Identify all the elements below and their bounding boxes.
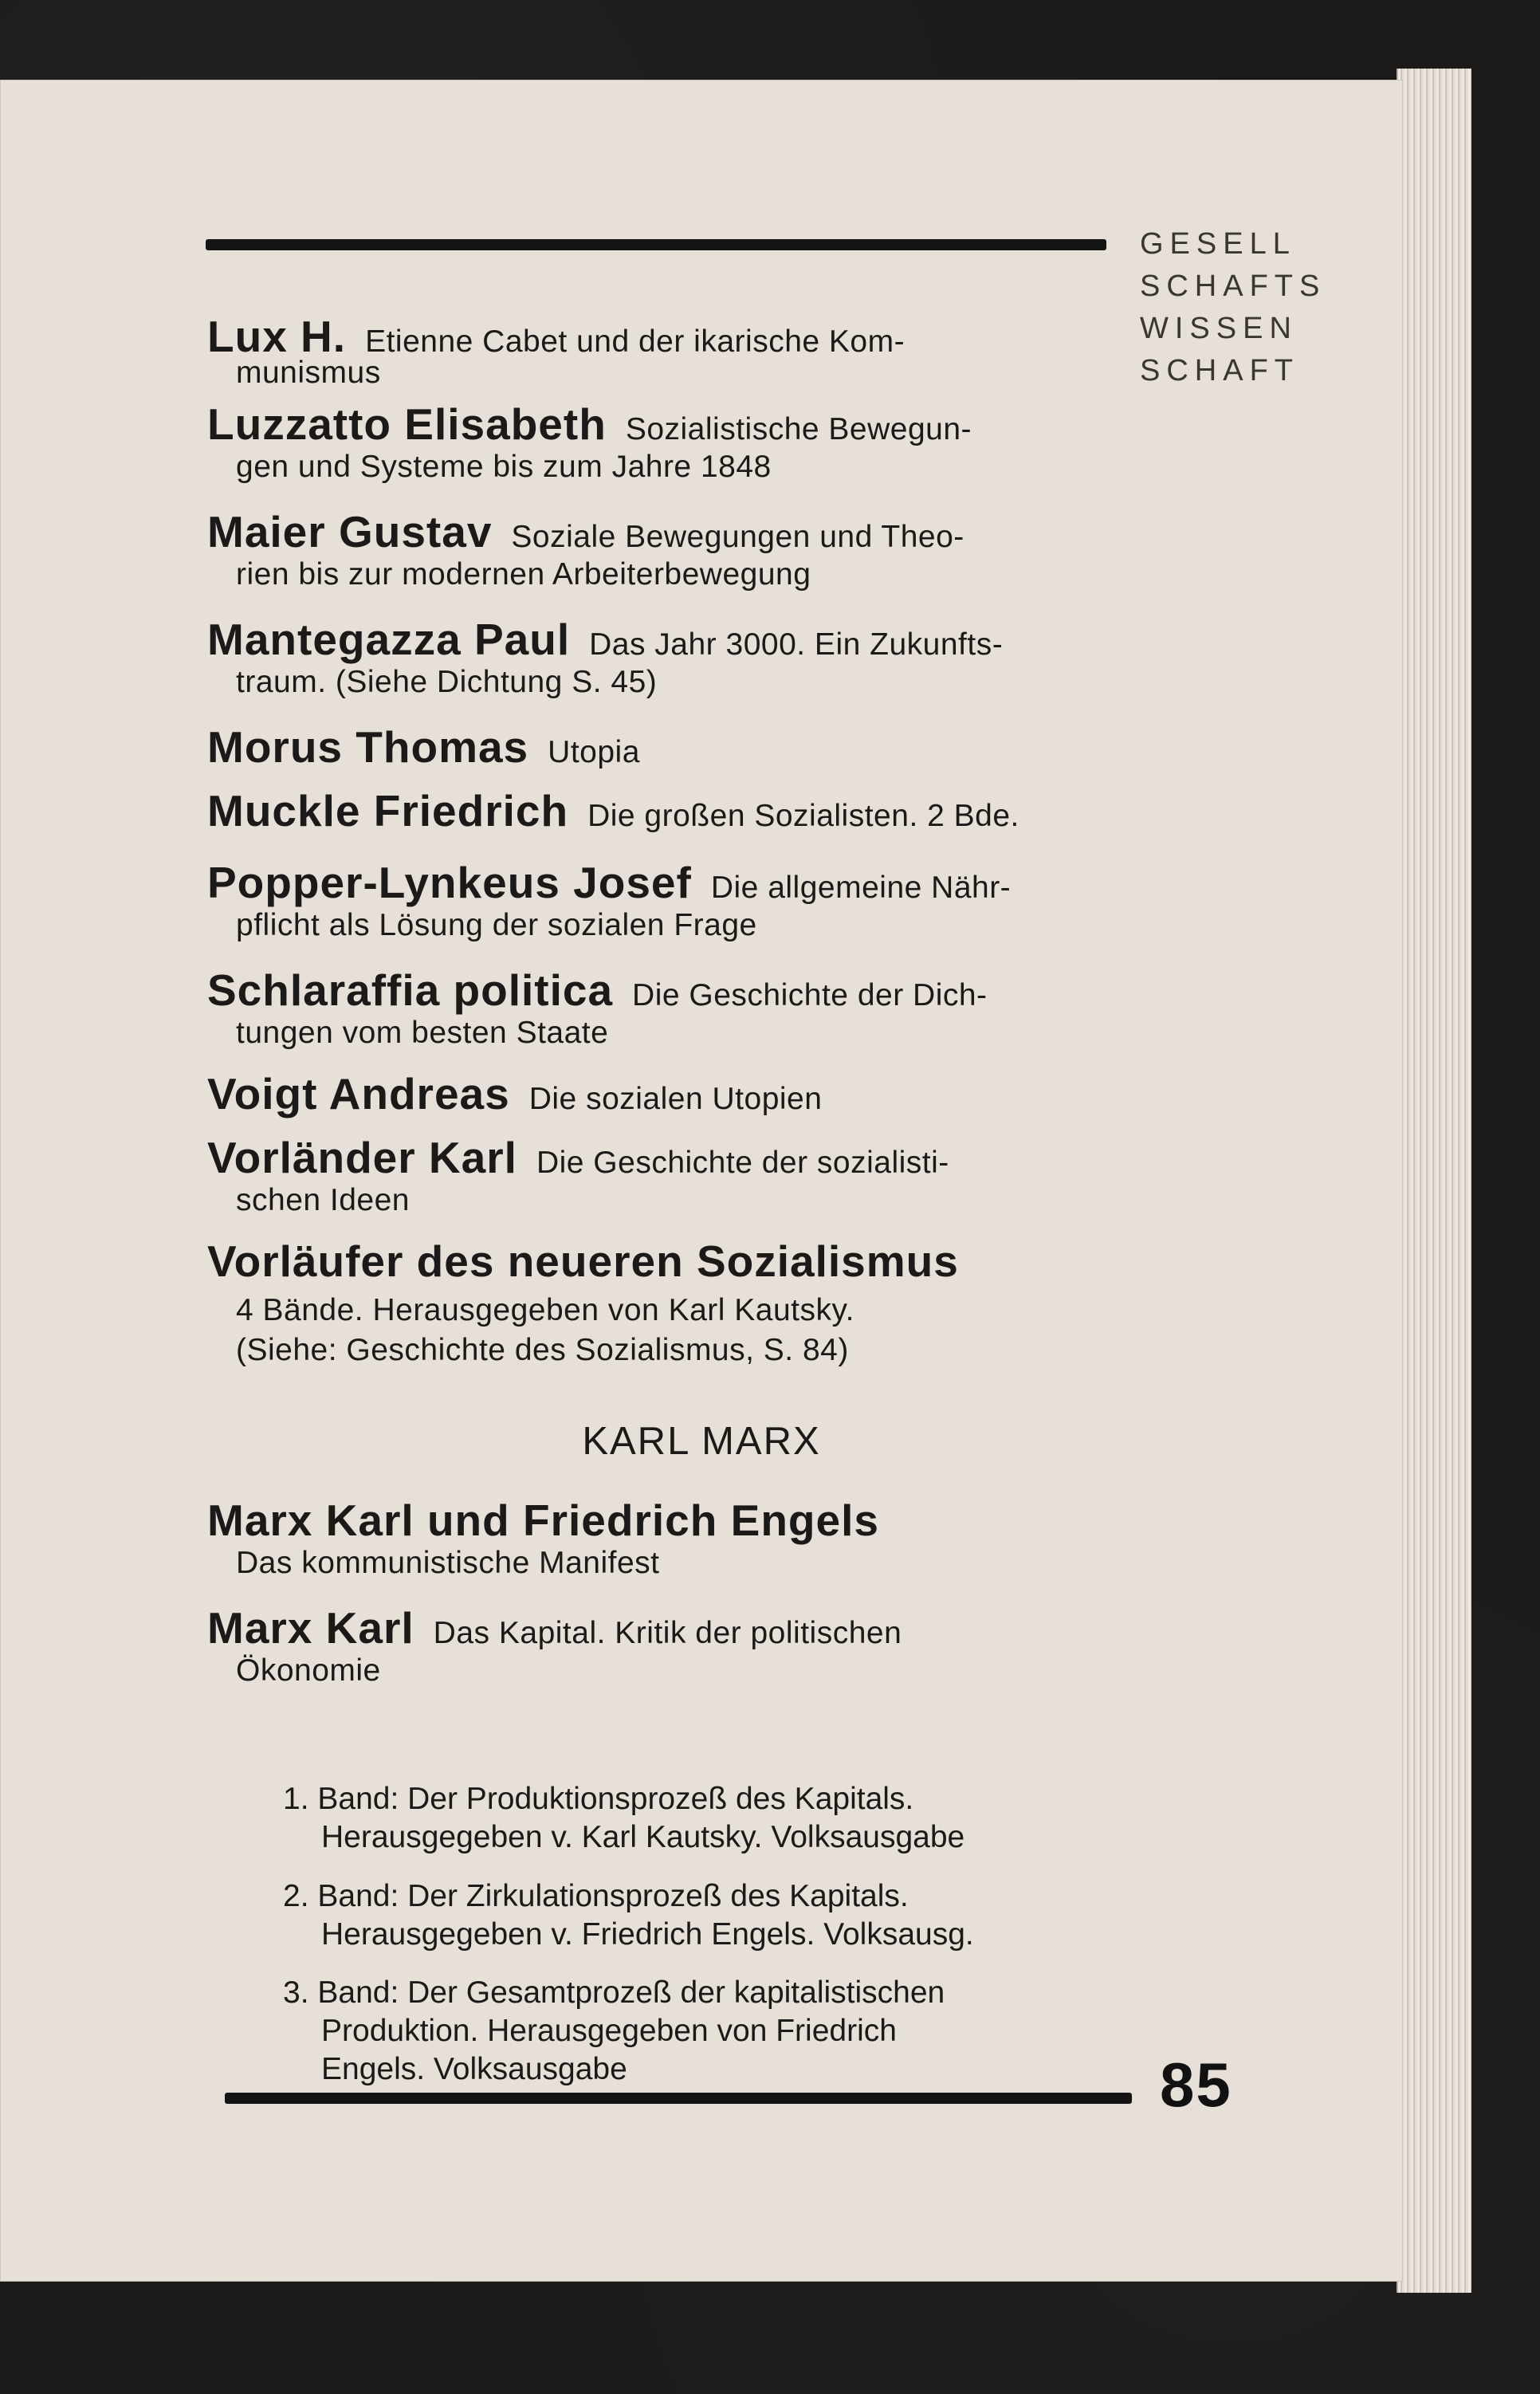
top-rule — [206, 239, 1106, 250]
book-title: Die großen Sozialisten. 2 Bde. — [587, 799, 1019, 833]
author-name: Vorländer Karl — [207, 1133, 517, 1182]
section-label-line: WISSEN — [1140, 312, 1298, 345]
author-name: Lux H. — [207, 312, 347, 361]
entry-muckle — [207, 785, 1148, 836]
section-label-line: SCHAFTS — [1140, 269, 1326, 303]
volume-detail: Herausgegeben v. Karl Kautsky. Volksausgabe — [321, 1820, 965, 1854]
book-title: Die Geschichte der Dich- — [632, 978, 988, 1012]
volume-number: 2. — [283, 1879, 309, 1913]
book-title: Etienne Cabet und der ikarische Kom- — [365, 324, 906, 359]
entry-vorlaender — [207, 1132, 1148, 1218]
book-title-cont: pflicht als Lösung der sozialen Frage — [236, 908, 757, 942]
book-title: Die Geschichte der sozialisti- — [536, 1146, 949, 1180]
book-title-cont: traum. (Siehe Dichtung S. 45) — [236, 665, 658, 699]
author-name: Voigt Andreas — [207, 1069, 510, 1118]
section-label-line: SCHAFT — [1140, 354, 1299, 387]
book-page — [0, 80, 1403, 2282]
section-label — [1140, 223, 1326, 392]
volume-3 — [283, 1975, 1128, 2087]
entry-schlaraffia — [207, 965, 1148, 1051]
section-label-line: GESELL — [1140, 227, 1296, 261]
author-name: Schlaraffia politica — [207, 965, 614, 1015]
volume-detail: Produktion. Herausgegeben von Friedrich — [321, 2014, 897, 2048]
volume-2 — [283, 1879, 1128, 1952]
author-name: Mantegazza Paul — [207, 615, 571, 664]
book-title-cont: munismus — [236, 356, 381, 390]
volume-number: 1. — [283, 1782, 309, 1816]
entry-vorlaeufer — [207, 1236, 1148, 1368]
book-title-cont: Ökonomie — [236, 1653, 381, 1688]
entry-mantegazza — [207, 614, 1148, 700]
book-title: Das Kapital. Kritik der politischen — [433, 1616, 902, 1650]
series-title: Vorläufer des neueren Sozialismus — [207, 1236, 959, 1286]
entry-lux — [207, 311, 1148, 391]
book-title: Die allgemeine Nähr- — [710, 871, 1012, 905]
entry-voigt — [207, 1068, 1148, 1119]
volume-title: Band: Der Zirkulationsprozeß des Kapitals. — [317, 1879, 909, 1913]
author-name: Marx Karl — [207, 1603, 414, 1653]
series-detail: 4 Bände. Herausgegeben von Karl Kautsky. — [236, 1293, 854, 1327]
page-edge — [1397, 69, 1471, 2293]
book-title: Sozialistische Bewegun- — [625, 412, 972, 446]
entry-morus — [207, 721, 1148, 772]
entry-marx-kapital — [207, 1602, 1148, 1688]
author-name: Marx Karl und Friedrich Engels — [207, 1496, 879, 1545]
book-title-cont: gen und Systeme bis zum Jahre 1848 — [236, 450, 772, 484]
series-detail: (Siehe: Geschichte des Sozialismus, S. 84) — [236, 1333, 849, 1367]
section-heading: KARL MARX — [582, 1420, 821, 1463]
volume-detail: Engels. Volksausgabe — [321, 2052, 627, 2086]
volume-1 — [283, 1782, 1128, 1855]
author-name: Luzzatto Elisabeth — [207, 399, 607, 449]
entry-maier — [207, 506, 1148, 592]
book-title: Das kommunistische Manifest — [236, 1546, 660, 1580]
volume-number: 3. — [283, 1975, 309, 2010]
book-title: Das Jahr 3000. Ein Zukunfts- — [589, 627, 1004, 662]
volume-detail: Herausgegeben v. Friedrich Engels. Volksausg. — [321, 1917, 974, 1952]
book-title-cont: tungen vom besten Staate — [236, 1016, 609, 1050]
entry-marx-engels — [207, 1495, 1148, 1581]
author-name: Morus Thomas — [207, 722, 529, 772]
bottom-rule — [225, 2093, 1132, 2104]
volume-title: Band: Der Gesamtprozeß der kapitalistischen — [317, 1975, 945, 2010]
entry-popper-lynkeus — [207, 857, 1148, 943]
author-name: Maier Gustav — [207, 507, 493, 556]
page-number: 85 — [1160, 2050, 1232, 2120]
book-title: Utopia — [548, 735, 640, 769]
book-title-cont: rien bis zur modernen Arbeiterbewegung — [236, 557, 811, 592]
entry-luzzatto — [207, 399, 1148, 485]
book-title: Soziale Bewegungen und Theo- — [511, 520, 964, 554]
book-title: Die sozialen Utopien — [528, 1082, 823, 1116]
author-name: Popper-Lynkeus Josef — [207, 858, 692, 907]
author-name: Muckle Friedrich — [207, 786, 569, 835]
volume-title: Band: Der Produktionsprozeß des Kapitals. — [317, 1782, 914, 1816]
book-title-cont: schen Ideen — [236, 1183, 411, 1217]
